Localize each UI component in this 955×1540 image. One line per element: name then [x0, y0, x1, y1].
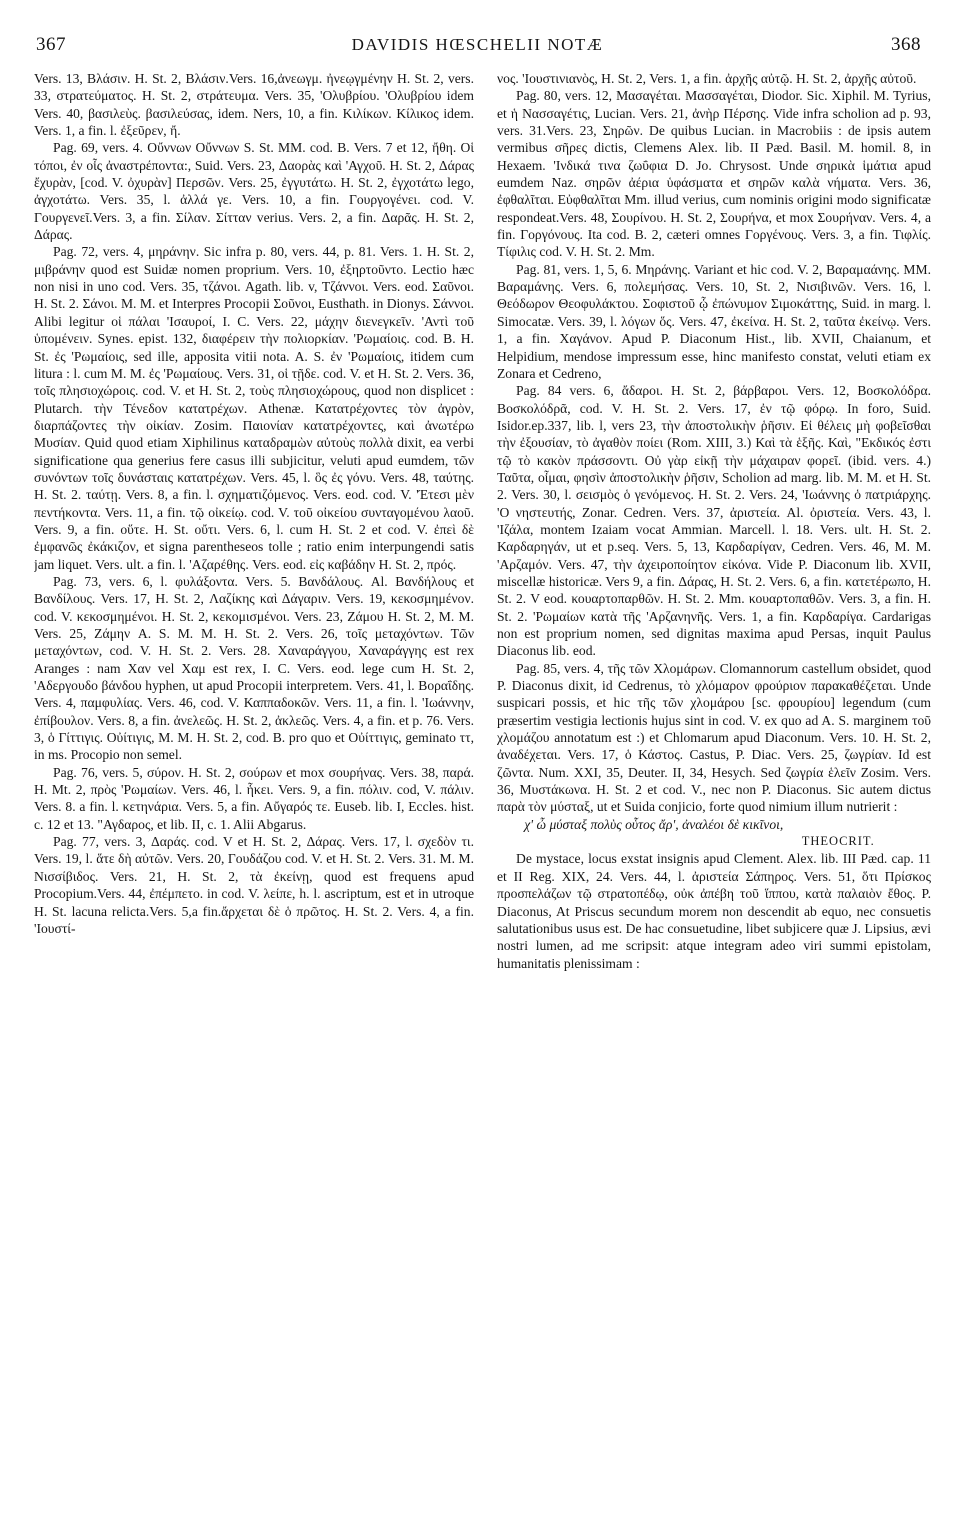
right-paragraph: νος. 'Ιουστινιανὸς, H. St. 2, Vers. 1, a fin. ἀρχῆς αὐτῷ. H. St. 2, ἀρχῆς αὐτοῦ. [497, 71, 917, 86]
left-paragraph: Pag. 76, vers. 5, σύρον. H. St. 2, σούρων et mox σουρήνας. Vers. 38, παρά. H. Mt. 2, πρὸς 'Ρωμαίων. Vers. 46, l. ἧκει. Vers. 9, a fin. πόλιν. cod, V. πάλιν. Vers. 8. a fin. l. κετηνάρια. Vers. 5, a fin. Αὔγαρός τε. Euseb. lib. I, Eccles. hist. c. 12 et 13. "Αγδαρος, et lib. II, c. 1. Alii Abgarus. [34, 764, 474, 832]
right-paragraph: Pag. 81, vers. 1, 5, 6. Μηράνης. Variant et hic cod. V. 2, Βαραμαάνης. MM. Βαραμάνης. Vers. 6, πολεμήσας. Vers. 10, St. 2, Νισιβινῶν. Vers. 16, l. Θεόδωρον Θεοφυλάκτου. Σοφιστοῦ ᾧ ἐπώνυμον Σιμοκάττης, Suid. in marg. l. Simocatæ. Vers. 39, l. λόγων ὅς. Vers. 47, ἐκείνα. H. St. 2, ταῦτα ἐκείνῳ. Vers. 1, a fin. Χαγάνον. Apud P. Diaconum Hist., lib. XVII, Chaianum, et Helpidium, mendose impressum esse, hinc manifesto constat, veluti etiam ex Zonara et Cedreno, [497, 261, 931, 381]
left-column [34, 70, 474, 1532]
left-paragraph: Pag. 69, vers. 4. Οὔννων Οὔννων S. St. MM. cod. B. Vers. 7 et 12, ἤθη. Οἱ τόποι, ἐν οἷς ἀναστρέποντα:, Suid. Vers. 23, Δαορὰς καὶ 'Αγχοῦ. H. St. 2, Δάρας ἔχυρὰν, [cod. V. ὀχυρὰν] Περσῶν. Vers. 25, ἐγγυτάτω. H. St. 2, ἐγχοτάτω lego, ἀγχοτάτω. Vers. 35, l. ἀλλά γε. Vers. 10, a fin. Γουργογένει. cod. V. Γουργενεῖ.Vers. 3, a fin. Σίλαν. Σίτταν verius. Vers. 2, a fin. Δαρᾶς. H. St. 2, Δάρας. [34, 140, 474, 243]
right-paragraph: De mystace, locus exstat insignis apud Clement. Alex. lib. III Pæd. cap. 11 et II Reg. XIX, 24. Vers. 44, l. ἀριστεία Σάπηρος. Vers. 51, ὅτι Πρίσκος προσπελάζων τῷ στρατοπέδῳ, οὐκ ἀπέβη τοῦ ἵππου, κατὰ παλαιὸν ἔθος. P. Diaconus, At Priscus secundum morem non descendit ab equo, nec consuetis salutationibus usus est. De hac consuetudine, libet subjicere quæ J. Lipsius, ævi nostri lumen, ad me scripsit: atque integram adeo viri summi epistolam, humanitatis plenissimam : [497, 851, 931, 971]
page-number-left: 367 [36, 34, 66, 55]
running-header [0, 0, 955, 70]
right-paragraph: Pag. 80, vers. 12, Μασαγέται. Μασσαγέται, Diodor. Sic. Xiphil. M. Tyrius, et ἡ Νασσαγέτις, Lucian. Vers. 21, ἀνὴρ Πέρσης. Vide infra scholion ad p. 93, vers. 31.Vers. 23, Σηρῶν. De quibus Lucian. in Macrobiis : de ipsis autem vermibus σῆρες dictis, Clemens Alex. lib. II Pæd. Basil. M. homil. 8, in Hexaem. 'Ινδικά τινα ζωΰφια D. Jo. Chrysost. Unde σηρικὰ ἱμάτια apud eumdem Naz. σηρῶν ἀέρια ὑφάσματα et σηρῶν καλὰ νήματα. Vers. 36, ἐφθαλῖται. Εὐφθαλῖται Mm. illud verius, cum nominis origini modo significatæ respondeat.Vers. 48, Σουρίνου. H. St. 2, Σουρήνα, et mox Σουρήναν. Vers. 4, a fin. Γοργόνους. Ita cod. B. 2, cæteri omnes Γοργένους. Vers. 3, a fin. Τιφλίς. Τίφιλις cod. V. H. St. 2. Mm. [497, 88, 931, 260]
left-paragraph: Pag. 77, vers. 3, Δαράς. cod. V et H. St. 2, Δάρας. Vers. 17, l. σχεδὸν τι. Vers. 19, l. ἅτε δὴ αὐτῶν. Vers. 20, Γουδάζου cod. V. et H. St. 2. Vers. 31. M. M. Νισσίβιδος. Vers. 21, H. St. 2, τὰ ἐκείνῃ, quod est frequens apud Procopium.Vers. 44, ἐπέμπετο. in cod. V. λείπε, h. l. ascriptum, est et in utroque H. St. lacuna relicta.Vers. 5,a fin.ἄρχεται δὲ ὁ πρῶτος. H. St. 2. Vers. 4, a fin. 'Ιουστί- [34, 834, 474, 936]
quotation-source: THEOCRIT. [801, 834, 875, 849]
left-paragraph: Pag. 73, vers. 6, l. φυλάξοντα. Vers. 5. Βανδάλους. Al. Βανδήλους et Βανδίλους. Vers. 17, H. St. 2, Λαζίκης καὶ Δάγαριν. Vers. 19, κεκοσμημένον. cod. V. κεκοσμημένοι. H. St. 2, κεκομισμένοι. Vers. 23, Ζάμου H. St. 2, M. M. Vers. 25, Ζάμην A. S. M. M. H. St. 2. Vers. 26, τοῖς μεταχόντων. Τῶν μεταχόντων, cod. V. H. St. 2. Vers. 28. Χαναράγγου, Χαναράγγης est rex Aranges : nam Χαν vel Χαμ est rex, I. C. Vers. eod. lege cum H. St. 2, 'Αδεργουδο βάνδου hyphen, ut apud Procopii interpretem. Vers. 41, l. Βοραΐδης. Vers. 4, παμφυλίας. Vers. 46, cod. V. Καππαδοκῶν. Vers. 11, a fin. l. 'Ιωάννην, ἐπίβουλον. Vers. 8, a fin. ἀνελεῶς. H. St. 2, ἀκλεῶς. Vers. 4, a fin. et p. 76. Vers. 3, ὁ Γίττιγις. Οὐίτιγις, M. M. H. St. 2, cod. B. pro quo et Οὐίττιγις, geminato ττ, in ms. Procopio non semel. [34, 573, 474, 763]
left-paragraph: Pag. 72, vers. 4, μηράνην. Sic infra p. 80, vers. 44, p. 81. Vers. 1. H. St. 2, μιβράνην quod est Suidæ nomen proprium. Vers. 10, ἐξηρτοῦντο. Lectio hæc non nisi in uno cod. Vers. 35, τζάνοι. Agath. lib. v, Τζάννοι. Vers. eod. Σαῦνοι. H. St. 2. Σάνοι. M. M. et Interpres Procopii Σοῦνοι, Eusthath. in Dionys. Σάννοι. Alibi legitur οἱ πάλαι 'Ισαυροί, I. C. Vers. 22, μάχην διενεγκεῖν. 'Αντὶ τοῦ ὑπομένειν. Synes. epist. 132, διαφέρειν τὴν πολιορκίαν. 'Ρωμαίοις. cod. B. H. St. ἐς 'Ρωμαίοις, sed ille, apposita vitii nota. A. S. ἐν 'Ρωμαίοις, itidem cum litura : l. cum M. M. ἐς 'Ρωμαίους. Vers. 31, οἱ τῇδε. cod. V. et H. St. 2. Vers. 36, τοῖς πλησιοχώροις. cod. V. et H. St. 2, τοὺς πλησιοχώρους, quod non displicet : Plutarch. τὴν Τένεδον κατατρέχων. Athenæ. Κατατρέχοντες τὸν ἀγρὸν, διαρπάζοντες τὴν οἰκίαν. Zosim. Παιονίαν κατατρέχοντες, καὶ ἀνωτέρω Μυσίαν. Quid quod etiam Xiphilinus καταδραμὼν αὐτοὺς πολλὰ dixit, ea verbi significatione qua generius fere casus illi subjicitur, veluti apud eumdem, τῶν συνόντων τοῖς δυνάσταις κατατρέχων. Vers. 45, l. ὃς ἐς γόνυ. Vers. 48, ταύτης. H. St. 2. ταύτῃ. Vers. 8, a fin. l. σχηματιζόμενος. Vers. eod. cod. V. 'Έτεσι μὲν πεντήκοντα. Vers. 11, a fin. τῷ οἰκείῳ. cod. V. τοῦ οἰκείου συνταγομένου λαοῦ. Vers. 9, a fin. οὕτε. H. St. οὔτι. Vers. 6, l. cum H. St. 2 et cod. V. ἐπεὶ δὲ ἐμφανῶς ἐκάκιζον, et signa parentheseos tolle ; ratio enim interpungendi satis jam liquet. Vers. ult. a fin. l. 'Αζαρέθης. Vers. eod. εἰς καβάδην H. St. 2, πρός. [34, 244, 474, 572]
verse-quotation: χ' ὦ μύσταξ πολὺς οὗτος ἄρ', ἀναλέοι δὲ κικῖνοι, [524, 816, 784, 832]
left-paragraph: Vers. 13, Βλάσιν. H. St. 2, Βλάσιν.Vers. 16,ἀνεωγμ. ἠνεῳγμένην H. St. 2, vers. 33, στρατεύματος. H. St. 2, στράτευμα. Vers. 35, 'Ολυβρίου. 'Ολυβρίου idem Vers. 40, βασιλεὺς. βασιλεύσας, idem. Ners, 10, a fin. Κιλίκων. Κίλικος idem. Vers. 1, a fin. l. ἐξεῦρεν, ἤ. [34, 71, 474, 139]
right-paragraph: Pag. 84 vers. 6, ἄδαροι. H. St. 2, βάρβαροι. Vers. 12, Βοσκολόδρα. Βοσκολόδρᾶ, cod. V. H. St. 2. Vers. 17, ἐν τῷ φόρῳ. In foro, Suid. Isidor.ep.337, lib. l, vers 23, τὴν ἀποστολικὴν ῥῆσιν. Εἰ θέλεις μὴ φοβεῖσθαι τὴν ἐξουσίαν, τὸ ἀγαθὸν ποίει (Rom. XIII, 3.) Καὶ τὰ ἑξῆς. Καὶ, "Εκδικός ἐστι τῷ τὸ κακὸν πράσσοντι. Οὐ γὰρ εἰκῇ τὴν μάχαιραν φορεῖ. (ibid. vers. 4.) Ταῦτα, οἶμαι, φησὶν ἀποστολικὴν ῥῆσιν, Scholion ad marg. lib. M. M. et H. St. 2. Vers. 30, l. σεισμὸς ὁ γενόμενος. H. St. 2. Vers. 24, 'Ιωάννης ὁ πατριάρχης. 'Ο νηστευτής, Zonar. Cedren. Vers. 37, ἀριστεία. Al. ὀριστεία. Vers. 43, l. 'Ιζάλα, montem Izaiam vocat Ammian. Marcell. l. 18. Vers. ult. H. St. 2. Καρδαρηγάν, ut et p.seq. Vers. 5, 13, Καρδαρίγαν, Cedren. Vers. 46, M. M. 'Αρζαμόν. Vers. 47, τὴν ἀχειροποίητον εἰκόνα. Vide P. Diaconum lib. XVII, miscellæ historicæ. Vers 9, a fin. Δάρας, H. St. 2. Vers. 6, a fin. κατετέρωπο, H. St. 2. V eod. κουαρτοπαρθῶν. H. St. 2. Mm. κουαρτοπαθῶν. Vers. 3, a fin. H. St. 2. 'Ρωμαίων κατὰ τῆς 'Αρζανηνῆς. Vers. 1, a fin. Καρδαρίγα. Cardarigas non est proprium nomen, sed dignitas maxima apud Persas, inquit Paulus Diaconus lib. eod. [497, 383, 931, 659]
running-title: DAVIDIS HŒSCHELII NOTÆ [351, 35, 604, 54]
right-paragraph: Pag. 85, vers. 4, τῆς τῶν Χλομάρων. Clomannorum castellum obsidet, quod P. Diaconus dixit, id Cedrenus, τὸ χλόμαρον φρούριον παρακαθέζεται. Unde suspicari possis, et hic τῆς τῶν χλομάρου [sc. φρουρίου] legendum (cum præsertim vestigia lectionis hujus sint in cod. V. ex quo ad A. S. marginem τοῦ χλομάζου annotatum est :) et Chlomarum apud Diaconum. Vers. 10. H. St. 2, ἀναδέχεται. Vers. 17, ὁ Κάστος. Castus, P. Diac. Vers. 25, ζωγρίαν. Id est ζῶντα. Num. XXI, 35, Deuter. II, 34, Hesych. Sed ζωγρία ἑλεῖν Zosim. Vers. 36, Μυστάκωνα. H. St. 2 et cod. V., nec non P. Diaconus. Sic autem dictus παρὰ τὸν μύσταξ, ut et Suida conjicio, forte quod nimium illum nutrierit : [497, 660, 931, 815]
page-number-right: 368 [891, 34, 921, 55]
right-column [497, 70, 931, 1532]
